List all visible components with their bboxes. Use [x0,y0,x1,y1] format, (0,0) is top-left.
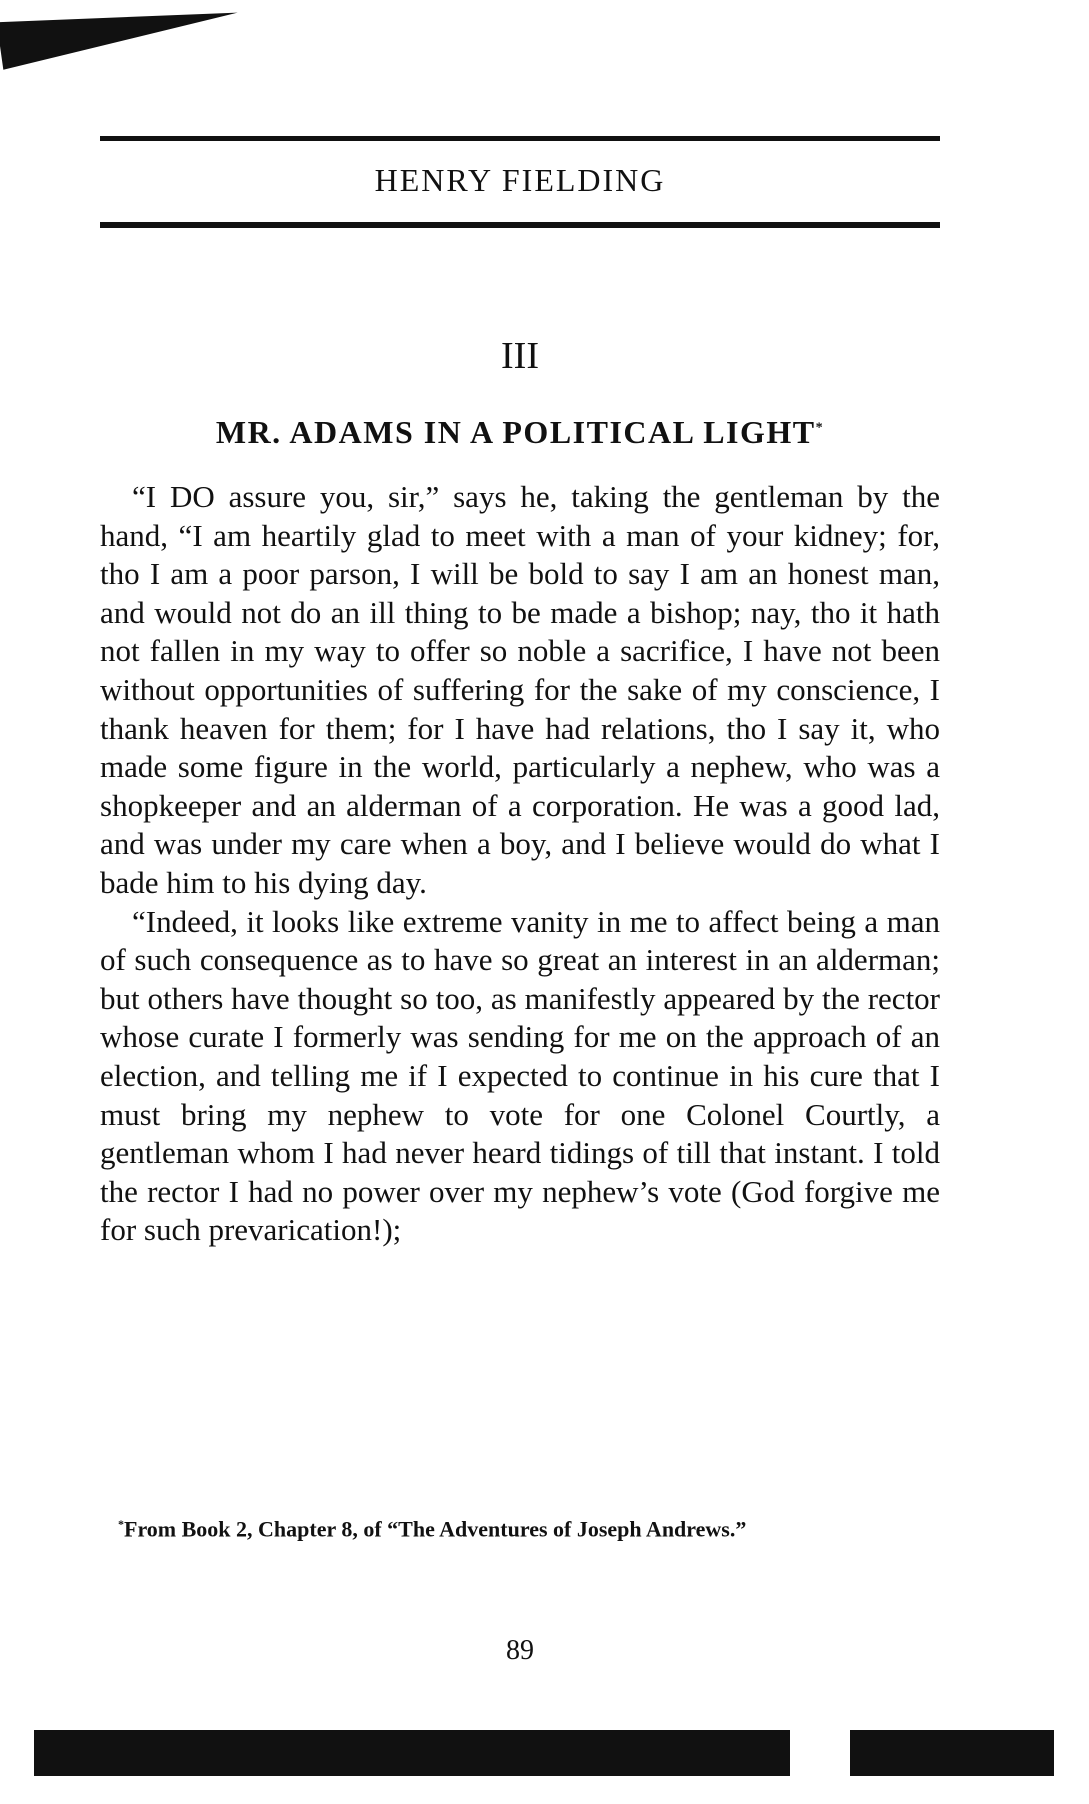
chapter-number: III [501,335,539,377]
header-rule-top [100,136,940,141]
footnote-marker: * [118,1517,124,1531]
scan-corner-mark [0,0,241,70]
running-head: HENRY FIELDING [374,162,666,198]
footnote-text: From Book 2, Chapter 8, of “The Adventures of Joseph Andrews.” [124,1516,747,1542]
header-rule-bottom [100,222,940,228]
footnote [100,1510,940,1543]
paragraph-2: “Indeed, it looks like extreme vanity in me to affect being a man of such consequence as to have so great an interest in an alderman; but others have thought so too, as manifestly appeared by the rector whose curate I formerly was sending for me on the approach of an election, and telling me if I expected to continue in his cure that I must bring my nephew to vote for one Colonel Courtly, a gentleman whom I had never heard tidings of till that instant. I told the rector I had no power over my nephew’s vote (God forgive me for such prevarication!); [100,903,940,1248]
scan-bottom-bar-gap [790,1730,850,1776]
paragraph-1: “I DO assure you, sir,” says he, taking the gentleman by the hand, “I am heartily glad to meet with a man of your kidney; for, tho I am a poor parson, I will be bold to say I am an honest man, and would not do an ill thing to be made a bishop; nay, tho it hath not fallen in my way to offer so noble a sacrifice, I have not been without opportunities of suffering for the sake of my conscience, I thank heaven for them; for I have had relations, tho I say it, who made some figure in the world, particularly a nephew, who was a shopkeeper and an alderman of a corporation. He was a good lad, and was under my care when a boy, and I believe would do what I bade him to his dying day. [100,479,940,900]
page-number: 89 [506,1635,534,1666]
chapter-title-text: MR. ADAMS IN A POLITICAL LIGHT [215,414,816,450]
scan-bottom-bar [34,1730,1054,1776]
chapter-footnote-marker: * [815,420,825,436]
chapter-title [100,414,940,451]
body-text [100,478,940,1250]
